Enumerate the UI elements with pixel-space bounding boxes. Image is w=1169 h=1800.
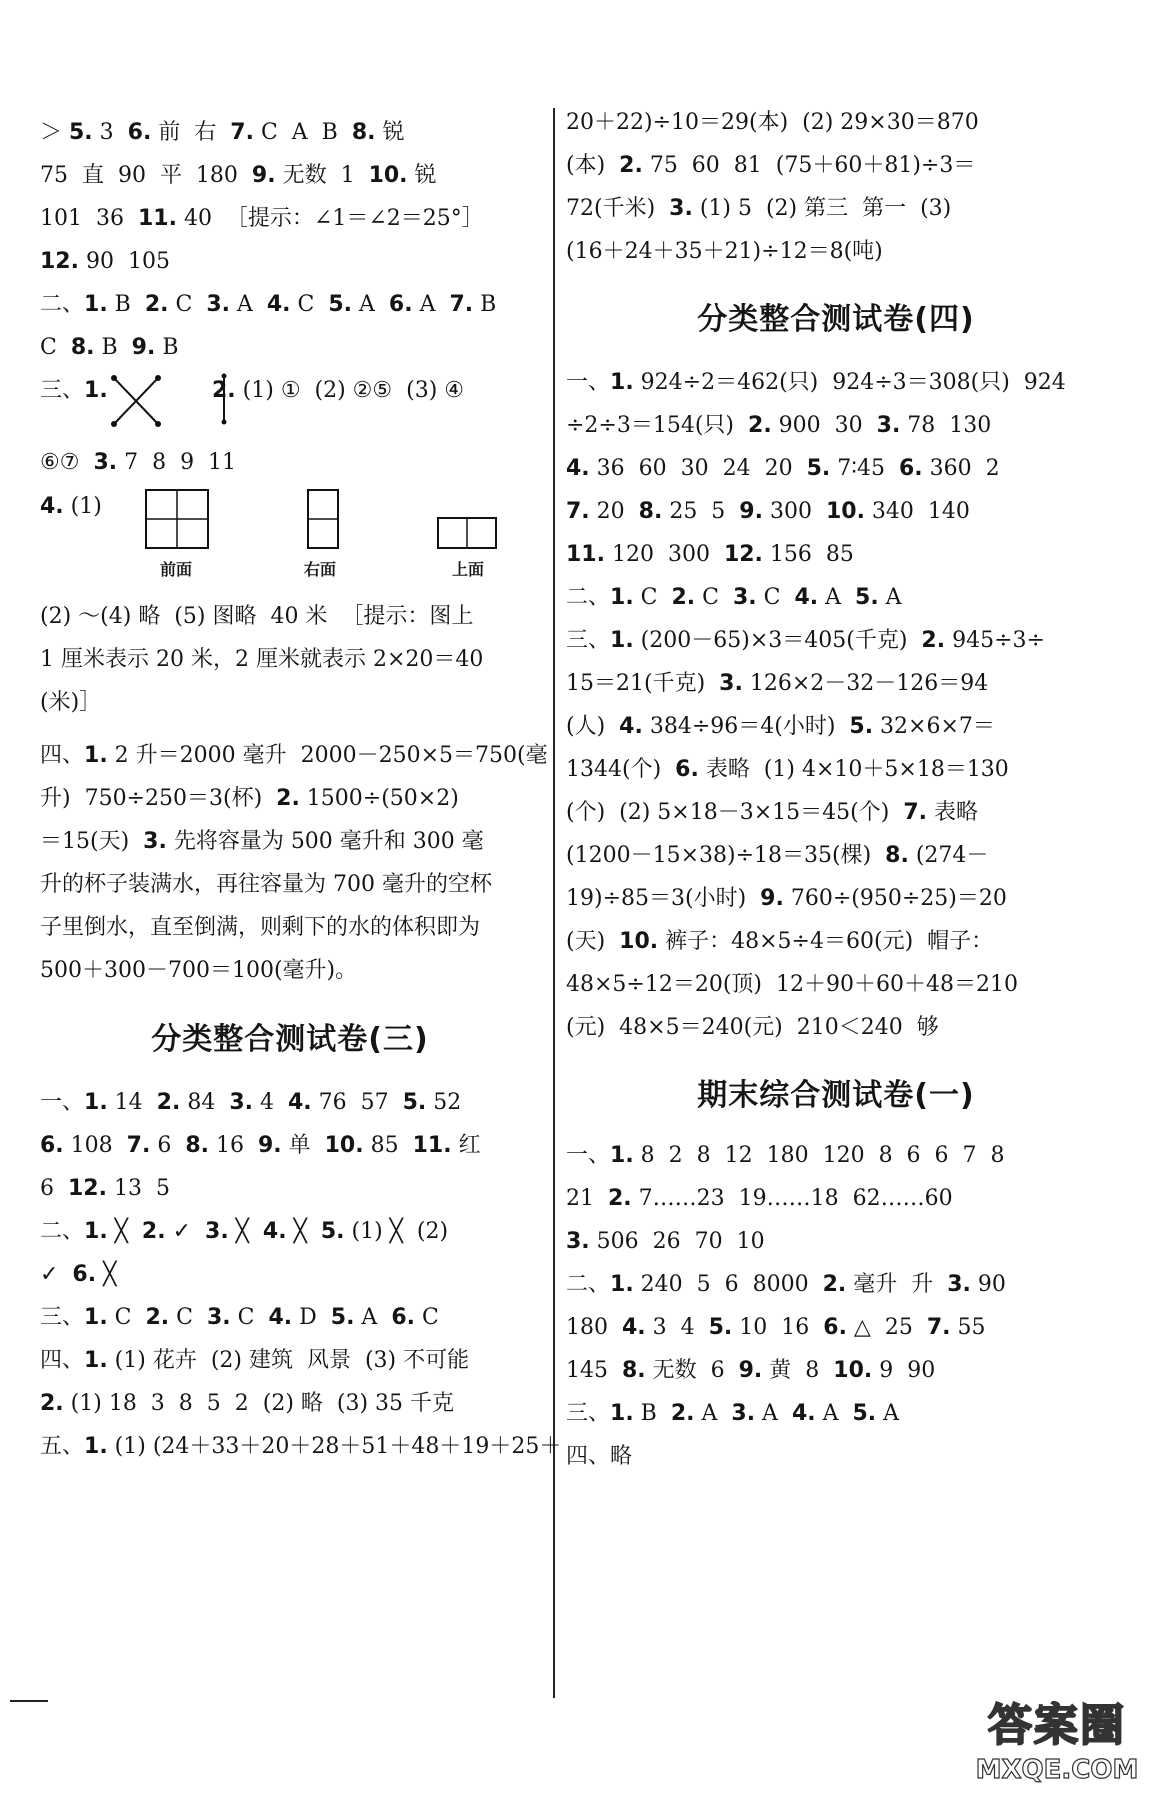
- answer-line: 三、1. (200－65)×3＝405(千克) 2. 945÷3÷: [566, 628, 1045, 653]
- answer-line: (米)］: [40, 690, 102, 715]
- answer-line: 48×5÷12＝20(顶) 12＋90＋60＋48＝210: [566, 972, 1018, 997]
- answer-line: 4. (1): [40, 494, 102, 519]
- watermark-url: MXQE.COM: [975, 1755, 1139, 1785]
- answer-line: 四、略: [566, 1444, 633, 1469]
- answer-line: 三、1. C 2. C 3. C 4. D 5. A 6. C: [40, 1305, 439, 1330]
- answer-line: 二、1. ╳ 2. ✓ 3. ╳ 4. ╳ 5. (1) ╳ (2): [40, 1219, 449, 1244]
- answer-line: (2) ～(4) 略 (5) 图略 40 米 ［提示：图上: [40, 604, 474, 629]
- answer-line: 一、1. 924÷2＝462(只) 924÷3＝308(只) 924: [566, 370, 1066, 395]
- answer-line: 7. 20 8. 25 5 9. 300 10. 340 140: [566, 499, 970, 524]
- answer-line: 2. (1) ① (2) ②⑤ (3) ④: [212, 378, 464, 403]
- answer-line: 1344(个) 6. 表略 (1) 4×10＋5×18＝130: [566, 757, 1009, 782]
- answer-line: 三、1. B 2. A 3. A 4. A 5. A: [566, 1401, 900, 1426]
- answer-line: 二、1. C 2. C 3. C 4. A 5. A: [566, 585, 902, 610]
- section-heading: 期末综合测试卷(一): [697, 1078, 975, 1113]
- answer-line: 12. 90 105: [40, 249, 170, 274]
- answer-line: 升) 750÷250＝3(杯) 2. 1500÷(50×2): [40, 786, 459, 811]
- answer-line: 11. 120 300 12. 156 85: [566, 542, 854, 567]
- answer-line: 三、1.: [40, 378, 108, 403]
- answer-line: 15＝21(千克) 3. 126×2－32－126＝94: [566, 671, 989, 696]
- answer-line: 升的杯子装满水，再往容量为 700 毫升的空杯: [40, 872, 492, 897]
- answer-line: 180 4. 3 4 5. 10 16 6. △ 25 7. 55: [566, 1315, 986, 1340]
- answer-line: ÷2÷3＝154(只) 2. 900 30 3. 78 130: [566, 413, 992, 438]
- answer-line: 3. 506 26 70 10: [566, 1229, 765, 1254]
- answer-line: 二、1. B 2. C 3. A 4. C 5. A 6. A 7. B: [40, 292, 497, 317]
- answer-line: (人) 4. 384÷96＝4(小时) 5. 32×6×7＝: [566, 714, 995, 739]
- answer-line: 2. (1) 18 3 8 5 2 (2) 略 (3) 35 千克: [40, 1391, 455, 1416]
- answer-line: 四、1. 2 升＝2000 毫升 2000－250×5＝750(毫: [40, 743, 548, 768]
- answer-line: 145 8. 无数 6 9. 黄 8 10. 9 90: [566, 1358, 936, 1383]
- answer-line: 72(千米) 3. (1) 5 (2) 第三 第一 (3): [566, 196, 952, 221]
- answer-line: 20＋22)÷10＝29(本) (2) 29×30＝870: [566, 110, 979, 135]
- figure-caption-top: 上面: [451, 560, 484, 579]
- answer-line: (本) 2. 75 60 81 (75＋60＋81)÷3＝: [566, 153, 976, 178]
- answer-line: (天) 10. 裤子：48×5÷4＝60(元) 帽子：: [566, 929, 994, 954]
- answer-line: (16＋24＋35＋21)÷12＝8(吨): [566, 239, 883, 264]
- section-heading: 分类整合测试卷(四): [697, 302, 975, 337]
- answer-line: 6 12. 13 5: [40, 1176, 170, 1201]
- answer-line: ✓ 6. ╳: [40, 1262, 117, 1287]
- answer-line: 1 厘米表示 20 米，2 厘米就表示 2×20＝40: [40, 647, 484, 672]
- answer-line: 四、1. (1) 花卉 (2) 建筑 风景 (3) 不可能: [40, 1348, 470, 1373]
- answer-line: 二、1. 240 5 6 8000 2. 毫升 升 3. 90: [566, 1272, 1006, 1297]
- answer-line: 一、1. 8 2 8 12 180 120 8 6 6 7 8: [566, 1143, 1005, 1168]
- answer-line: C 8. B 9. B: [40, 335, 179, 360]
- footer-mark: [10, 1700, 48, 1702]
- section-heading: 分类整合测试卷(三): [151, 1022, 429, 1057]
- answer-line: ＝15(天) 3. 先将容量为 500 毫升和 300 毫: [40, 829, 484, 854]
- answer-line: 500＋300－700＝100(毫升)。: [40, 958, 358, 983]
- answer-line: 101 36 11. 40 ［提示：∠1＝∠2＝25°］: [40, 206, 484, 231]
- answer-line: 4. 36 60 30 24 20 5. 7∶45 6. 360 2: [566, 456, 1000, 481]
- answer-line: ＞ 5. 3 6. 前 右 7. C A B 8. 锐: [40, 120, 405, 145]
- answer-line: 子里倒水，直至倒满，则剩下的水的体积即为: [40, 915, 481, 940]
- watermark-logo: [962, 1700, 1152, 1792]
- figure-caption-right: 右面: [303, 560, 336, 579]
- answer-line: (1200－15×38)÷18＝35(棵) 8. (274－: [566, 843, 989, 868]
- answer-line: 75 直 90 平 180 9. 无数 1 10. 锐: [40, 163, 437, 188]
- answer-line: 一、1. 14 2. 84 3. 4 4. 76 57 5. 52: [40, 1090, 462, 1115]
- answer-line: 五、1. (1) (24＋33＋20＋28＋51＋48＋19＋25＋: [40, 1434, 562, 1459]
- answer-line: (个) (2) 5×18－3×15＝45(个) 7. 表略: [566, 800, 978, 825]
- answer-line: ⑥⑦ 3. 7 8 9 11: [40, 450, 237, 475]
- answer-line: 21 2. 7……23 19……18 62……60: [566, 1186, 953, 1211]
- figure-caption-front: 前面: [159, 560, 192, 579]
- answer-line: 6. 108 7. 6 8. 16 9. 单 10. 85 11. 红: [40, 1133, 481, 1158]
- watermark-title: 答案圈: [988, 1700, 1126, 1751]
- three-views-figure: [144, 488, 564, 554]
- answer-line: 19)÷85＝3(小时) 9. 760÷(950÷25)＝20: [566, 886, 1007, 911]
- answer-line: (元) 48×5＝240(元) 210＜240 够: [566, 1015, 939, 1040]
